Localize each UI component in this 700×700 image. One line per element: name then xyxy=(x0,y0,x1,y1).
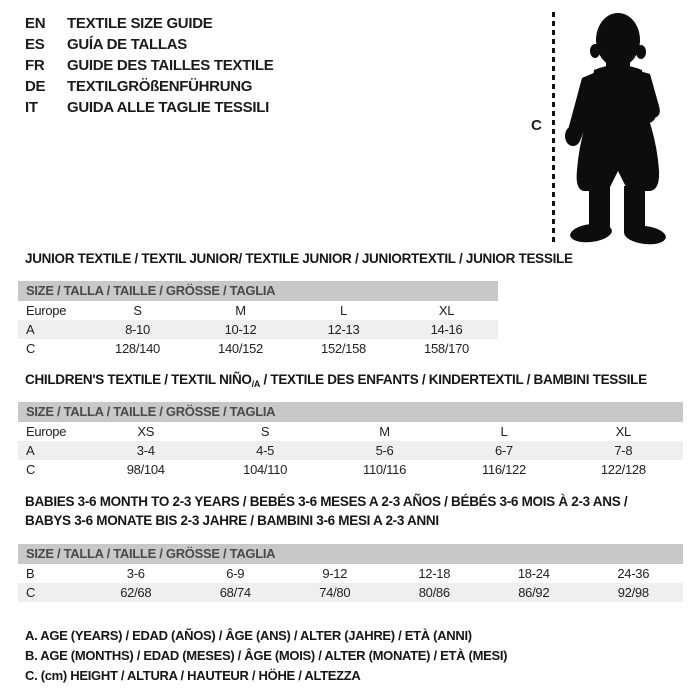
table-cell: 62/68 xyxy=(120,585,152,600)
size-header-band: SIZE / TALLA / TAILLE / GRÖSSE / TAGLIA xyxy=(18,281,498,301)
row-label: Europe xyxy=(26,303,67,318)
babies-size-table xyxy=(18,544,683,602)
table-cell: 158/170 xyxy=(424,341,469,356)
section-title-part: / TEXTILE DES ENFANTS / KINDERTEXTIL / BAMBINI TESSILE xyxy=(260,372,647,387)
row-label: C xyxy=(26,341,36,356)
lang-code: EN xyxy=(25,15,46,32)
table-row xyxy=(18,441,683,460)
table-cell: 9-12 xyxy=(322,566,348,581)
table-cell: 18-24 xyxy=(517,566,550,581)
table-row xyxy=(18,422,683,441)
lang-code: ES xyxy=(25,36,45,53)
table-cell: 12-18 xyxy=(418,566,451,581)
lang-title: GUIDA ALLE TAGLIE TESSILI xyxy=(67,99,269,116)
row-label: C xyxy=(26,585,36,600)
junior-size-table xyxy=(18,281,498,358)
height-measure-dashed-line-icon xyxy=(552,12,555,243)
table-cell: 68/74 xyxy=(219,585,251,600)
size-header-band: SIZE / TALLA / TAILLE / GRÖSSE / TAGLIA xyxy=(18,402,683,422)
section-title-line1: BABIES 3-6 MONTH TO 2-3 YEARS / BEBÉS 3-6 MESES A 2-3 AÑOS / BÉBÉS 3-6 MOIS À 2-3 ANS / xyxy=(25,494,628,509)
table-cell: 8-10 xyxy=(125,322,150,337)
lang-row-it xyxy=(25,97,273,118)
table-cell: M xyxy=(235,303,246,318)
row-label: A xyxy=(26,443,35,458)
table-cell: XL xyxy=(615,424,631,439)
footnote-c: C. (cm) HEIGHT / ALTURA / HAUTEUR / HÖHE / ALTEZZA xyxy=(25,668,361,683)
table-cell: 80/86 xyxy=(418,585,450,600)
section-title-junior: JUNIOR TEXTILE / TEXTIL JUNIOR/ TEXTILE JUNIOR / JUNIORTEXTIL / JUNIOR TESSILE xyxy=(25,251,573,266)
height-measure-label: C xyxy=(531,117,542,134)
lang-row-de xyxy=(25,76,273,97)
lang-code: DE xyxy=(25,78,46,95)
row-label: C xyxy=(26,462,36,477)
table-cell: 104/110 xyxy=(243,462,288,477)
table-cell: 3-4 xyxy=(136,443,155,458)
table-cell: M xyxy=(379,424,390,439)
lang-row-en xyxy=(25,13,273,34)
table-cell: 92/98 xyxy=(617,585,649,600)
language-title-list xyxy=(25,13,273,118)
lang-title: GUÍA DE TALLAS xyxy=(67,36,187,53)
table-cell: 74/80 xyxy=(319,585,351,600)
table-row xyxy=(18,564,683,583)
table-cell: L xyxy=(340,303,347,318)
table-cell: 5-6 xyxy=(375,443,394,458)
lang-code: FR xyxy=(25,57,45,74)
row-label: Europe xyxy=(26,424,67,439)
table-cell: 86/92 xyxy=(518,585,550,600)
size-header-band: SIZE / TALLA / TAILLE / GRÖSSE / TAGLIA xyxy=(18,544,683,564)
footnote-b: B. AGE (MONTHS) / EDAD (MESES) / ÂGE (MOIS) / ALTER (MONATE) / ETÀ (MESI) xyxy=(25,648,508,663)
children-size-table xyxy=(18,402,683,479)
table-cell: 24-36 xyxy=(617,566,650,581)
table-cell: L xyxy=(500,424,508,439)
table-cell: S xyxy=(260,424,270,439)
section-title-part: CHILDREN'S TEXTILE / TEXTIL NIÑO xyxy=(25,372,252,387)
lang-row-es xyxy=(25,34,273,55)
footnotes xyxy=(25,626,507,686)
table-cell: 140/152 xyxy=(218,341,263,356)
row-label: B xyxy=(26,566,35,581)
lang-code: IT xyxy=(25,99,38,116)
table-cell: 122/128 xyxy=(600,462,646,477)
table-row xyxy=(18,301,498,320)
table-cell: 4-5 xyxy=(256,443,275,458)
table-cell: 152/158 xyxy=(321,341,366,356)
table-cell: 128/140 xyxy=(115,341,160,356)
lang-title: GUIDE DES TAILLES TEXTILE xyxy=(67,57,274,74)
table-cell: 116/122 xyxy=(481,462,526,477)
table-cell: 98/104 xyxy=(126,462,165,477)
lang-row-fr xyxy=(25,55,273,76)
row-label: A xyxy=(26,322,35,337)
lang-title: TEXTILE SIZE GUIDE xyxy=(67,15,213,32)
table-cell: 6-9 xyxy=(226,566,245,581)
table-cell: S xyxy=(133,303,142,318)
footnote-a: A. AGE (YEARS) / EDAD (AÑOS) / ÂGE (ANS) / ALTER (JAHRE) / ETÀ (ANNI) xyxy=(25,628,472,643)
table-row xyxy=(18,460,683,479)
table-cell: XL xyxy=(438,303,455,318)
section-title-subscript: /A xyxy=(251,379,261,389)
section-title-children xyxy=(25,370,665,394)
table-row xyxy=(18,320,498,339)
section-title-line2: BABYS 3-6 MONATE BIS 2-3 JAHRE / BAMBINI 3-6 MESI A 2-3 ANNI xyxy=(25,513,439,528)
section-title-babies xyxy=(25,492,665,530)
table-cell: 14-16 xyxy=(430,322,463,337)
lang-title: TEXTILGRÖßENFÜHRUNG xyxy=(67,78,253,95)
table-cell: 12-13 xyxy=(327,322,360,337)
table-cell: 110/116 xyxy=(363,462,406,477)
table-cell: 10-12 xyxy=(224,322,257,337)
table-cell: XS xyxy=(137,424,155,439)
table-cell: 3-6 xyxy=(126,566,145,581)
table-cell: 7-8 xyxy=(614,443,633,458)
table-row xyxy=(18,583,683,602)
table-row xyxy=(18,339,498,358)
table-cell: 6-7 xyxy=(494,443,513,458)
toddler-silhouette-icon xyxy=(556,4,672,246)
